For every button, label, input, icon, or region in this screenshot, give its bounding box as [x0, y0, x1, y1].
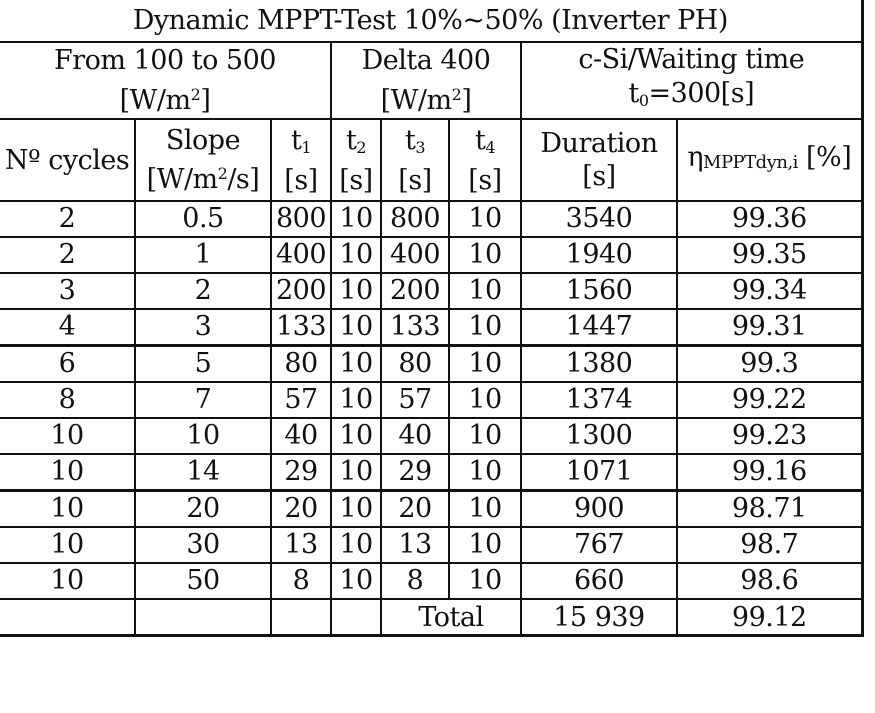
table-row [0, 237, 862, 273]
group-waiting-time-line2: $t_0=300[s]$ [628, 78, 755, 110]
group-irradiance-range-line1: From 100 to 500 [54, 44, 276, 76]
col-header-efficiency: ηMPPTdyn,i [%] [677, 119, 862, 201]
cell-t2: 10 [331, 273, 381, 309]
cell-duration: 660 [521, 563, 677, 599]
total-row [0, 599, 862, 636]
cell-duration: 1560 [521, 273, 677, 309]
cell-t2: 10 [331, 382, 381, 418]
cell-cycles: 10 [0, 491, 135, 528]
cell-t3: 80 [381, 346, 449, 383]
col-header-t1: $t_1$ [s] [271, 119, 331, 201]
cell-t1: 57 [271, 382, 331, 418]
title-row [0, 0, 862, 42]
cell-t4: 10 [449, 346, 521, 383]
cell-efficiency: 99.34 [677, 273, 862, 309]
cell-cycles: 2 [0, 201, 135, 237]
table-row [0, 309, 862, 346]
table-row [0, 382, 862, 418]
cell-t2: 10 [331, 454, 381, 491]
group-delta [331, 42, 521, 119]
col-header-t4: $t_4$ [s] [449, 119, 521, 201]
group-waiting-time-line1: c-Si/Waiting time [578, 44, 805, 75]
cell-t1: 40 [271, 418, 331, 454]
col-header-t3: $t_3$ [s] [381, 119, 449, 201]
group-waiting-time [521, 42, 862, 119]
cell-efficiency: 99.36 [677, 201, 862, 237]
cell-cycles: 6 [0, 346, 135, 383]
table-row [0, 491, 862, 528]
table-row [0, 527, 862, 563]
cell-t1: 13 [271, 527, 331, 563]
cell-t1: 800 [271, 201, 331, 237]
col-header-slope: Slope $[W/m^2/s]$ [135, 119, 271, 201]
cell-t1: 80 [271, 346, 331, 383]
cell-duration: 1374 [521, 382, 677, 418]
cell-t3: 20 [381, 491, 449, 528]
cell-cycles: 3 [0, 273, 135, 309]
column-header-row [0, 119, 862, 201]
cell-t4: 10 [449, 563, 521, 599]
cell-efficiency: 98.6 [677, 563, 862, 599]
group-irradiance-range [0, 42, 331, 119]
cell-empty [271, 599, 331, 636]
cell-t4: 10 [449, 309, 521, 346]
cell-t3: 8 [381, 563, 449, 599]
cell-cycles: 2 [0, 237, 135, 273]
cell-t1: 200 [271, 273, 331, 309]
group-header-row [0, 42, 862, 119]
cell-t1: 400 [271, 237, 331, 273]
cell-t2: 10 [331, 527, 381, 563]
cell-slope: 7 [135, 382, 271, 418]
cell-efficiency: 98.7 [677, 527, 862, 563]
cell-t4: 10 [449, 527, 521, 563]
cell-efficiency: 99.35 [677, 237, 862, 273]
cell-slope: 10 [135, 418, 271, 454]
col-header-duration: Duration [s] [521, 119, 677, 201]
cell-slope: 20 [135, 491, 271, 528]
cell-t3: 13 [381, 527, 449, 563]
col-header-cycles: Nº cycles [0, 119, 135, 201]
table-row [0, 273, 862, 309]
cell-t4: 10 [449, 237, 521, 273]
cell-duration: 767 [521, 527, 677, 563]
table-row [0, 201, 862, 237]
cell-duration: 1380 [521, 346, 677, 383]
cell-t3: 800 [381, 201, 449, 237]
cell-t2: 10 [331, 346, 381, 383]
cell-t4: 10 [449, 201, 521, 237]
cell-slope: 50 [135, 563, 271, 599]
cell-t1: 29 [271, 454, 331, 491]
table-title: Dynamic MPPT-Test 10%~50% (Inverter PH) [0, 0, 862, 42]
total-efficiency: 99.12 [677, 599, 862, 636]
cell-t3: 57 [381, 382, 449, 418]
cell-t2: 10 [331, 563, 381, 599]
cell-t3: 400 [381, 237, 449, 273]
cell-cycles: 10 [0, 527, 135, 563]
cell-cycles: 4 [0, 309, 135, 346]
cell-t1: 8 [271, 563, 331, 599]
cell-t4: 10 [449, 418, 521, 454]
cell-slope: 5 [135, 346, 271, 383]
cell-efficiency: 99.23 [677, 418, 862, 454]
col-header-t2: $t_2$ [s] [331, 119, 381, 201]
cell-cycles: 10 [0, 418, 135, 454]
cell-cycles: 10 [0, 563, 135, 599]
total-label: Total [381, 599, 521, 636]
cell-slope: 30 [135, 527, 271, 563]
cell-t2: 10 [331, 237, 381, 273]
group-delta-line2: $[W/m^2]$ [380, 84, 472, 116]
cell-slope: 3 [135, 309, 271, 346]
cell-empty [331, 599, 381, 636]
cell-t2: 10 [331, 491, 381, 528]
cell-duration: 1447 [521, 309, 677, 346]
cell-t3: 133 [381, 309, 449, 346]
cell-slope: 14 [135, 454, 271, 491]
cell-duration: 900 [521, 491, 677, 528]
cell-efficiency: 99.31 [677, 309, 862, 346]
cell-efficiency: 99.22 [677, 382, 862, 418]
table-row [0, 454, 862, 491]
cell-t3: 29 [381, 454, 449, 491]
cell-slope: 2 [135, 273, 271, 309]
cell-duration: 1940 [521, 237, 677, 273]
cell-t3: 200 [381, 273, 449, 309]
cell-t2: 10 [331, 309, 381, 346]
group-irradiance-range-line2: $[W/m^2]$ [119, 84, 211, 116]
cell-slope: 1 [135, 237, 271, 273]
cell-duration: 3540 [521, 201, 677, 237]
cell-cycles: 8 [0, 382, 135, 418]
group-delta-line1: Delta 400 [361, 44, 491, 76]
cell-t4: 10 [449, 491, 521, 528]
cell-efficiency: 99.16 [677, 454, 862, 491]
cell-efficiency: 98.71 [677, 491, 862, 528]
cell-efficiency: 99.3 [677, 346, 862, 383]
cell-t3: 40 [381, 418, 449, 454]
cell-t4: 10 [449, 454, 521, 491]
cell-t1: 20 [271, 491, 331, 528]
cell-empty [0, 599, 135, 636]
cell-t4: 10 [449, 273, 521, 309]
table-row [0, 346, 862, 383]
cell-empty [135, 599, 271, 636]
cell-cycles: 10 [0, 454, 135, 491]
cell-duration: 1071 [521, 454, 677, 491]
table-row [0, 563, 862, 599]
cell-t4: 10 [449, 382, 521, 418]
table-row [0, 418, 862, 454]
cell-duration: 1300 [521, 418, 677, 454]
cell-t1: 133 [271, 309, 331, 346]
cell-slope: 0.5 [135, 201, 271, 237]
cell-t2: 10 [331, 418, 381, 454]
total-duration: 15 939 [521, 599, 677, 636]
cell-t2: 10 [331, 201, 381, 237]
